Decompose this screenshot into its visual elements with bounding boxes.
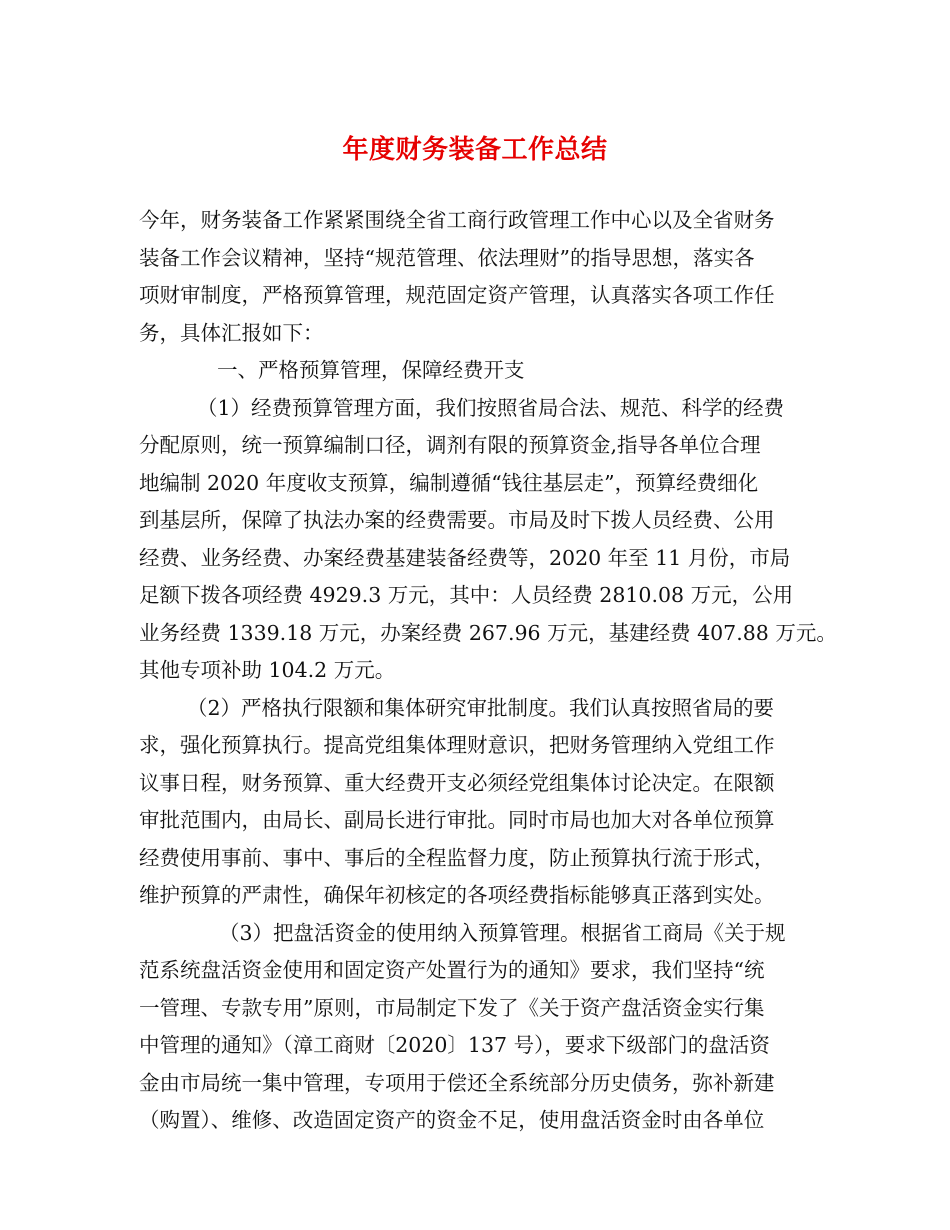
paragraph-line: 其他专项补助 104.2 万元。 bbox=[139, 658, 396, 682]
paragraph-line: （购置）、维修、改造固定资产的资金不足，使用盘活资金时由各单位 bbox=[139, 1108, 765, 1132]
paragraph-line: 维护预算的严肃性，确保年初核定的各项经费指标能够真正落到实处。 bbox=[139, 883, 775, 907]
document-body bbox=[139, 202, 837, 1140]
paragraph-line: 经费、业务经费、办案经费基建装备经费等，2020 年至 11 月份，市局 bbox=[139, 545, 791, 570]
paragraph-line: 中管理的通知》（漳工商财〔2020〕137 号），要求下级部门的盘活资 bbox=[139, 1033, 770, 1057]
paragraph-line: 项财审制度，严格预算管理，规范固定资产管理，认真落实各项工作任 bbox=[139, 283, 775, 307]
paragraph-line: （2）严格执行限额和集体研究审批制度。我们认真按照省局的要 bbox=[187, 695, 775, 720]
paragraph-line: 审批范围内，由局长、副局长进行审批。同时市局也加大对各单位预算 bbox=[139, 808, 775, 832]
section-heading: 一、严格预算管理，保障经费开支 bbox=[217, 358, 525, 382]
paragraph-line: 地编制 2020 年度收支预算，编制遵循“钱往基层走”，预算经费细化 bbox=[139, 470, 759, 495]
document-title: 年度财务装备工作总结 bbox=[342, 135, 608, 165]
paragraph-line: 经费使用事前、事中、事后的全程监督力度，防止预算执行流于形式， bbox=[139, 845, 775, 870]
paragraph-line: 范系统盘活资金使用和固定资产处置行为的通知》要求，我们坚持“统 bbox=[139, 958, 765, 982]
paragraph-line: 装备工作会议精神，坚持“规范管理、依法理财”的指导思想，落实各 bbox=[139, 245, 755, 270]
paragraph-line: 分配原则，统一预算编制口径，调剂有限的预算资金,指导各单位合理 bbox=[139, 433, 761, 457]
paragraph-line: （3）把盘活资金的使用纳入预算管理。根据省工商局《关于规 bbox=[219, 920, 786, 945]
paragraph-line: 求，强化预算执行。提高党组集体理财意识，把财务管理纳入党组工作 bbox=[139, 733, 775, 757]
paragraph-line: 足额下拨各项经费 4929.3 万元，其中：人员经费 2810.08 万元，公用 bbox=[139, 583, 794, 607]
paragraph-line: （1）经费预算管理方面，我们按照省局合法、规范、科学的经费 bbox=[197, 395, 785, 420]
paragraph-line: 一管理、专款专用”原则，市局制定下发了《关于资产盘活资金实行集 bbox=[139, 995, 765, 1020]
paragraph-line: 到基层所，保障了执法办案的经费需要。市局及时下拨人员经费、公用 bbox=[139, 508, 775, 532]
paragraph-line: 金由市局统一集中管理，专项用于偿还全系统部分历史债务，弥补新建 bbox=[139, 1070, 775, 1095]
paragraph-line: 务，具体汇报如下： bbox=[139, 320, 324, 345]
paragraph-line: 业务经费 1339.18 万元，办案经费 267.96 万元，基建经费 407.88 万元。 bbox=[139, 620, 837, 645]
paragraph-line: 今年，财务装备工作紧紧围绕全省工商行政管理工作中心以及全省财务 bbox=[139, 208, 775, 232]
paragraph-line: 议事日程，财务预算、重大经费开支必须经党组集体讨论决定。在限额 bbox=[139, 770, 775, 795]
